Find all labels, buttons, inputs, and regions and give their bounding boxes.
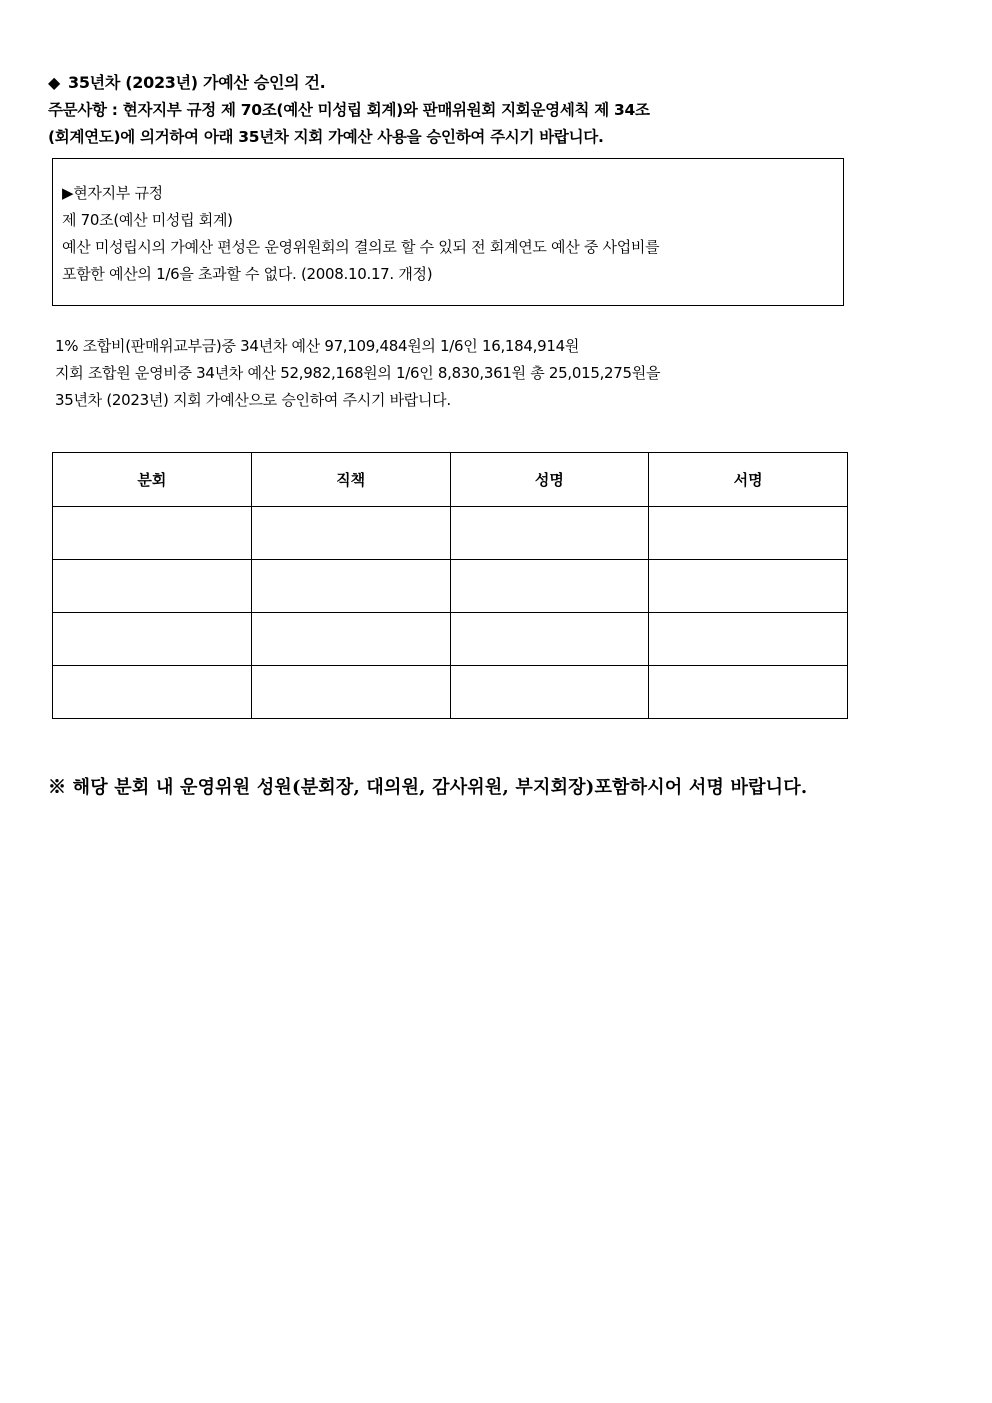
summary-line-3: 35년차 (2023년) 지회 가예산으로 승인하여 주시기 바랍니다. [55, 391, 451, 409]
signature-table [52, 452, 848, 719]
header-name: 성명 [450, 453, 649, 507]
regulation-box [52, 158, 844, 306]
summary-line-2: 지회 조합원 운영비중 34년차 예산 52,982,168원의 1/6인 8,830,361원 총 25,015,275원을 [55, 364, 661, 382]
cell-branch[interactable] [53, 666, 252, 719]
document-title-text: 35년차 (2023년) 가예산 승인의 건. [68, 73, 326, 92]
cell-position[interactable] [251, 613, 450, 666]
budget-summary [55, 333, 835, 414]
cell-name[interactable] [450, 507, 649, 560]
cell-position[interactable] [251, 560, 450, 613]
table-row [53, 507, 848, 560]
table-row [53, 560, 848, 613]
cell-position[interactable] [251, 507, 450, 560]
cell-position[interactable] [251, 666, 450, 719]
table-row [53, 613, 848, 666]
order-statement [48, 97, 828, 151]
regulation-body-line-1: 예산 미성립시의 가예산 편성은 운영위원회의 결의로 할 수 있되 전 회계연도 예산 중 사업비를 [62, 238, 660, 256]
cell-branch[interactable] [53, 507, 252, 560]
signature-table-header-row [53, 453, 848, 507]
document-title [48, 70, 325, 93]
cell-signature[interactable] [649, 666, 848, 719]
cell-signature[interactable] [649, 507, 848, 560]
header-position: 직책 [251, 453, 450, 507]
regulation-body-line-2: 포함한 예산의 1/6을 초과할 수 없다. (2008.10.17. 개정) [62, 265, 433, 283]
cell-signature[interactable] [649, 613, 848, 666]
cell-name[interactable] [450, 560, 649, 613]
header-branch: 분회 [53, 453, 252, 507]
diamond-bullet-icon: ◆ [48, 73, 61, 92]
cell-branch[interactable] [53, 560, 252, 613]
summary-line-1: 1% 조합비(판매위교부금)중 34년차 예산 97,109,484원의 1/6인 16,184,914원 [55, 337, 580, 355]
order-line-2: (회계연도)에 의거하여 아래 35년차 지회 가예산 사용을 승인하여 주시기 바랍니다. [48, 128, 604, 146]
order-line-1: 주문사항 : 현자지부 규정 제 70조(예산 미성립 회계)와 판매위원회 지회운영세칙 제 34조 [48, 101, 650, 119]
regulation-article: 제 70조(예산 미성립 회계) [62, 211, 233, 229]
cell-branch[interactable] [53, 613, 252, 666]
header-signature: 서명 [649, 453, 848, 507]
cell-name[interactable] [450, 613, 649, 666]
cell-signature[interactable] [649, 560, 848, 613]
cell-name[interactable] [450, 666, 649, 719]
table-row [53, 666, 848, 719]
regulation-heading: ▶현자지부 규정 [62, 184, 163, 202]
signature-note: ※ 해당 분회 내 운영위원 성원(분회장, 대의원, 감사위원, 부지회장)포함하시어 서명 바랍니다. [48, 777, 808, 798]
